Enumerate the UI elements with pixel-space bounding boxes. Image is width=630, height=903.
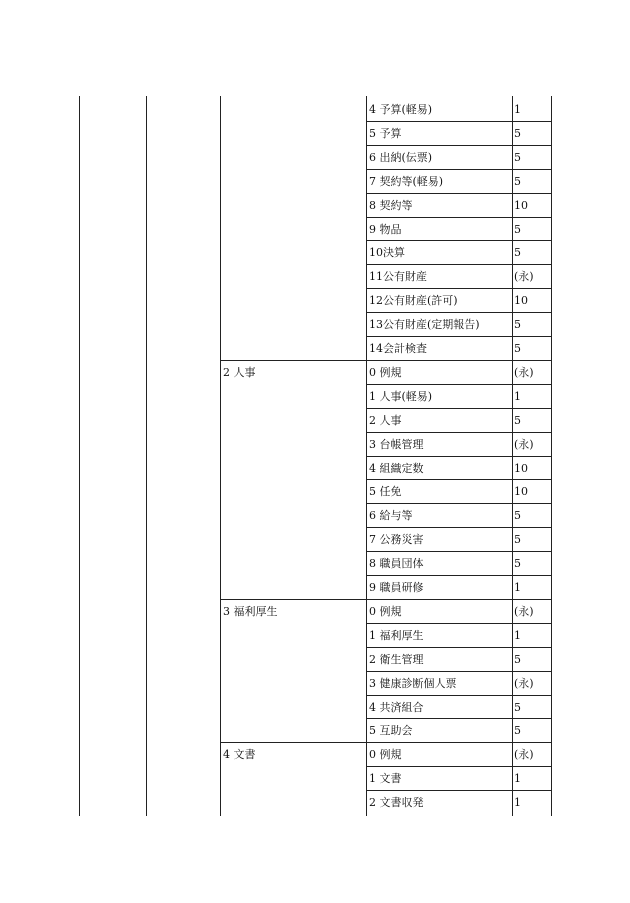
retention-period: (永) <box>514 748 534 761</box>
retention-period: 1 <box>514 581 521 594</box>
record-category-name: 1 福利厚生 <box>369 629 424 642</box>
row-separator-line <box>366 169 551 170</box>
retention-period: 5 <box>514 557 521 570</box>
record-category-name: 8 契約等 <box>369 199 413 212</box>
record-category-name: 1 人事(軽易) <box>369 390 433 403</box>
row-separator-line <box>366 575 551 576</box>
row-separator-line <box>366 193 551 194</box>
record-category-name: 3 台帳管理 <box>369 438 424 451</box>
retention-period: 5 <box>514 701 521 714</box>
retention-period: 10 <box>514 485 528 498</box>
row-separator-line <box>366 121 551 122</box>
record-category-name: 12公有財産(許可) <box>369 294 458 307</box>
row-separator-line <box>366 551 551 552</box>
row-separator-line <box>366 695 551 696</box>
record-category-name: 4 共済組合 <box>369 701 424 714</box>
record-category-name: 9 職員研修 <box>369 581 424 594</box>
record-category-name: 0 例規 <box>369 605 402 618</box>
record-category-name: 5 予算 <box>369 127 402 140</box>
retention-period: 5 <box>514 414 521 427</box>
row-separator-line <box>366 384 551 385</box>
row-separator-line <box>366 240 551 241</box>
record-category-name: 0 例規 <box>369 748 402 761</box>
column-border <box>79 96 80 816</box>
record-category-name: 4 予算(軽易) <box>369 103 433 116</box>
retention-period: (永) <box>514 366 534 379</box>
row-separator-line <box>366 647 551 648</box>
row-separator-line <box>366 718 551 719</box>
record-category-name: 5 任免 <box>369 485 402 498</box>
retention-period: (永) <box>514 270 534 283</box>
retention-period: (永) <box>514 438 534 451</box>
retention-period: 5 <box>514 151 521 164</box>
row-separator-line <box>366 217 551 218</box>
record-category-name: 2 人事 <box>369 414 402 427</box>
retention-period: 5 <box>514 175 521 188</box>
record-category-name: 5 互助会 <box>369 724 413 737</box>
row-separator-line <box>366 145 551 146</box>
retention-period: 5 <box>514 533 521 546</box>
record-category-name: 7 契約等(軽易) <box>369 175 444 188</box>
row-separator-line <box>366 527 551 528</box>
record-category-name: 10決算 <box>369 246 405 259</box>
retention-period: (永) <box>514 677 534 690</box>
group-separator-line <box>220 360 551 361</box>
row-separator-line <box>366 264 551 265</box>
row-separator-line <box>366 479 551 480</box>
row-separator-line <box>366 671 551 672</box>
retention-period: 5 <box>514 246 521 259</box>
row-separator-line <box>366 623 551 624</box>
group-separator-line <box>220 599 551 600</box>
record-category-name: 11公有財産 <box>369 270 427 283</box>
record-category-name: 7 公務災害 <box>369 533 424 546</box>
record-category-name: 2 衛生管理 <box>369 653 424 666</box>
row-separator-line <box>366 766 551 767</box>
retention-period: 10 <box>514 199 528 212</box>
retention-period: 1 <box>514 796 521 809</box>
record-category-name: 4 組織定数 <box>369 462 424 475</box>
row-separator-line <box>366 432 551 433</box>
group-label: 3 福利厚生 <box>223 605 278 618</box>
group-separator-line <box>220 742 551 743</box>
retention-period: (永) <box>514 605 534 618</box>
retention-period: 5 <box>514 724 521 737</box>
row-separator-line <box>366 790 551 791</box>
record-category-name: 3 健康診断個人票 <box>369 677 457 690</box>
retention-period: 5 <box>514 342 521 355</box>
retention-period: 1 <box>514 629 521 642</box>
row-separator-line <box>366 503 551 504</box>
row-separator-line <box>366 288 551 289</box>
retention-period: 10 <box>514 462 528 475</box>
retention-period: 1 <box>514 772 521 785</box>
group-label: 4 文書 <box>223 748 256 761</box>
record-category-name: 8 職員団体 <box>369 557 424 570</box>
record-category-name: 9 物品 <box>369 223 402 236</box>
row-separator-line <box>366 312 551 313</box>
retention-period: 5 <box>514 318 521 331</box>
record-category-name: 1 文書 <box>369 772 402 785</box>
retention-period: 5 <box>514 653 521 666</box>
row-separator-line <box>366 336 551 337</box>
retention-period: 5 <box>514 223 521 236</box>
retention-period: 5 <box>514 509 521 522</box>
record-category-name: 13公有財産(定期報告) <box>369 318 480 331</box>
retention-period: 1 <box>514 103 521 116</box>
column-border <box>551 96 552 816</box>
record-category-name: 6 出納(伝票) <box>369 151 433 164</box>
row-separator-line <box>366 408 551 409</box>
record-category-name: 14会計検査 <box>369 342 427 355</box>
retention-period: 10 <box>514 294 528 307</box>
record-category-name: 6 給与等 <box>369 509 413 522</box>
row-separator-line <box>366 456 551 457</box>
column-border <box>220 96 221 816</box>
retention-period: 5 <box>514 127 521 140</box>
record-category-name: 2 文書収発 <box>369 796 424 809</box>
group-label: 2 人事 <box>223 366 256 379</box>
record-category-name: 0 例規 <box>369 366 402 379</box>
column-border <box>146 96 147 816</box>
retention-period: 1 <box>514 390 521 403</box>
